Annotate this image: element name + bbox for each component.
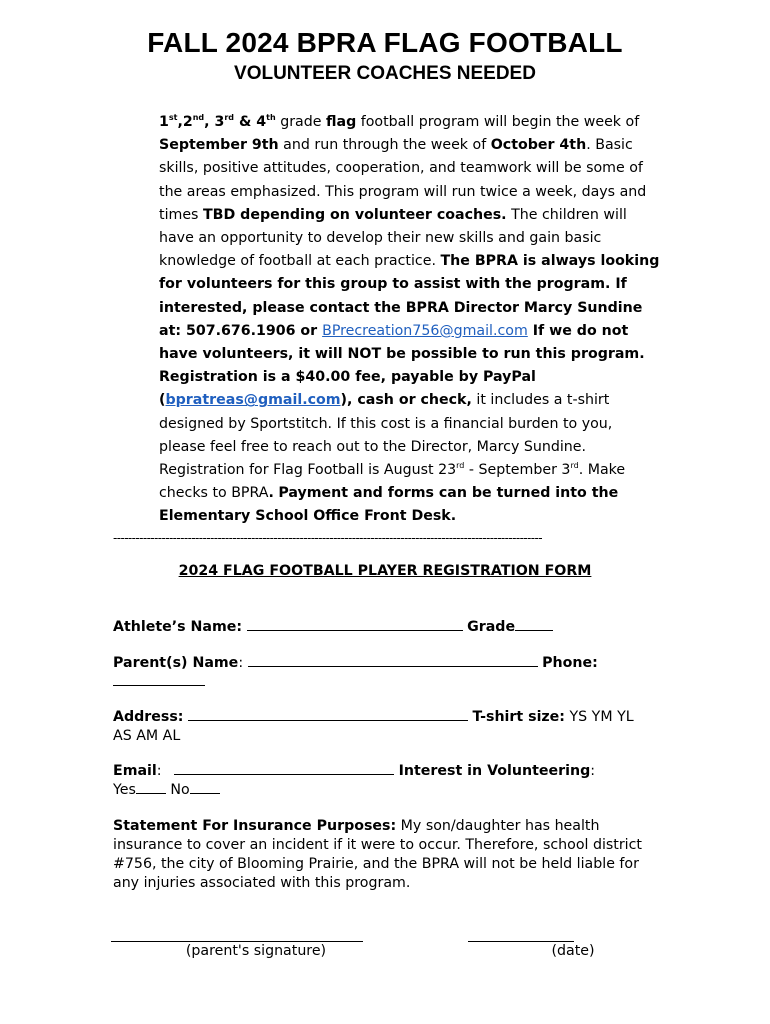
signature-label: (parent's signature) — [185, 943, 327, 959]
statement-text: My son/daughter has health insurance to cover an incident if it were to occur. Therefore, school district #756, the city of Blooming Prairie, and the BPRA will not be held liable for any injuries associated with this program. — [113, 818, 642, 891]
address-label: Address: — [113, 709, 184, 725]
page-subtitle: VOLUNTEER COACHES NEEDED — [234, 63, 536, 84]
statement-label: Statement For Insurance Purposes: — [113, 818, 397, 834]
date-line[interactable] — [468, 941, 574, 942]
signature-line[interactable] — [111, 941, 363, 942]
parent-row: Parent(s) Name: Phone: — [113, 654, 643, 692]
date-label: (date) — [551, 943, 595, 959]
intro-paragraph: 1st,2nd, 3rd & 4th grade flag football program will begin the week of September 9th and run through the week of October 4th. Basic skills, positive attitudes, cooperation, and teamwork will be some of the areas emphasized. This program will run twice a week, days and times TBD depending on volunteer coaches. The children will have an opportunity to develop their new skills and gain basic knowledge of football at each practice. The BPRA is always looking for volunteers for this group to assist with the program. If interested, please contact the BPRA Director Marcy Sundine at: 507.676.1906 or BPrecreation756@gmail.com If we do not have volunteers, it will NOT be possible to run this program. — [159, 113, 660, 363]
address-row — [113, 708, 643, 746]
email-field[interactable] — [174, 762, 394, 775]
email-row: Email: Interest in Volunteering: Yes No — [113, 763, 596, 798]
grade-field[interactable] — [515, 618, 553, 631]
grade-label: Grade — [467, 619, 516, 635]
volunteer-yes-field[interactable] — [136, 781, 166, 794]
registration-paragraph: Registration is a $40.00 fee, payable by PayPal (bpratreas@gmail.com), cash or check, it includes a t-shirt designed by Sportstitch. If this cost is a financial burden to you, please feel free to reach out to the Director, Marcy Sundine. Registration for Flag Football is August 23rd - September 3rd. Make checks to BPRA. Payment and forms can be turned into the Elementary School Office Front Desk. — [159, 369, 626, 525]
director-email-link[interactable]: BPrecreation756@gmail.com — [322, 322, 528, 339]
paypal-email-link[interactable]: bpratreas@gmail.com — [165, 392, 341, 409]
tshirt-size-label: T-shirt size: — [472, 709, 565, 725]
insurance-statement — [113, 817, 643, 893]
body-text — [113, 111, 661, 529]
form-title: 2024 FLAG FOOTBALL PLAYER REGISTRATION FORM — [178, 563, 592, 579]
athlete-name-field[interactable] — [247, 618, 463, 631]
phone-label: Phone: — [542, 655, 598, 671]
address-field[interactable] — [188, 708, 468, 721]
tshirt-size-options[interactable]: YS YM YL AS AM AL — [113, 709, 634, 744]
athlete-name-label: Athlete’s Name: — [113, 619, 243, 635]
page-title: FALL 2024 BPRA FLAG FOOTBALL — [147, 27, 623, 58]
volunteer-no-label: No — [170, 782, 190, 798]
cut-line-divider: ------------------------------------------------------------------------------------------------------------------- — [113, 531, 542, 545]
athlete-row — [113, 618, 643, 637]
volunteer-interest-label: Interest in Volunteering — [398, 763, 591, 779]
parent-name-field[interactable] — [248, 654, 538, 667]
parent-name-label: Parent(s) Name — [113, 655, 239, 671]
volunteer-no-field[interactable] — [190, 781, 220, 794]
email-label: Email — [113, 763, 157, 779]
phone-field[interactable] — [113, 673, 205, 686]
volunteer-yes-label: Yes — [113, 782, 136, 798]
